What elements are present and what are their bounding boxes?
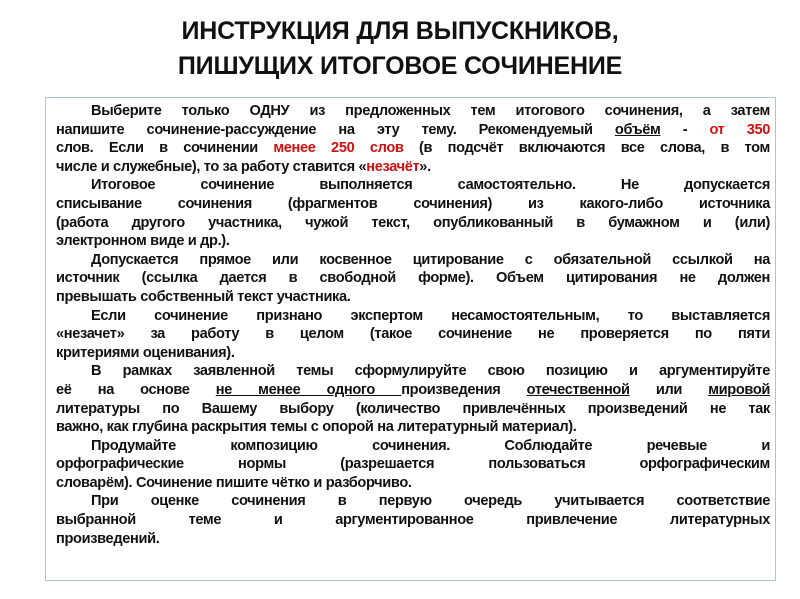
text-line	[56, 176, 770, 195]
title-line: ИНСТРУКЦИЯ ДЛЯ ВЫПУСКНИКОВ,	[181, 17, 619, 45]
text-line	[56, 307, 770, 326]
text-segment: Если сочинение признано экспертом несамостоятельным, то выставляется	[91, 307, 770, 324]
text-segment: слов. Если в сочинении	[56, 140, 274, 157]
text-segment: Допускается прямое или косвенное цитирование с обязательной ссылкой на	[91, 251, 770, 268]
text-line	[56, 102, 770, 121]
underlined-text: объём	[614, 121, 661, 138]
text-segment: Продумайте композицию сочинения. Соблюдайте речевые и	[91, 437, 770, 454]
text-segment: Выберите только ОДНУ из предложенных тем итогового сочинения, а затем	[91, 103, 770, 119]
text-line	[56, 139, 770, 158]
text-segment: произведений.	[56, 530, 160, 547]
text-segment: литературы по Вашему выбору (количество привлечённых произведений не так	[56, 400, 770, 417]
text-line	[56, 251, 770, 270]
text-segment: Итоговое сочинение выполняется самостоятельно. Не допускается	[91, 177, 770, 194]
text-segment: (в подсчёт включаются все слова, в том	[403, 140, 770, 157]
text-line	[56, 400, 770, 419]
title-line: ПИШУЩИХ ИТОГОВОЕ СОЧИНЕНИЕ	[177, 52, 623, 80]
text-line	[56, 325, 770, 344]
text-line	[56, 288, 770, 307]
text-segment: (работа другого участника, чужой текст, опубликованный в бумажном и (или)	[56, 214, 770, 231]
text-segment: произведения	[401, 381, 527, 398]
text-segment: её на основе	[56, 381, 216, 398]
instruction-paragraph	[56, 176, 770, 250]
text-segment: превышать собственный текст участника.	[56, 288, 351, 305]
text-segment: В рамках заявленной темы сформулируйте свою позицию и аргументируйте	[91, 363, 770, 380]
text-segment: ».	[419, 158, 431, 175]
text-line	[56, 121, 770, 140]
page-title	[0, 14, 800, 84]
instruction-paragraph	[56, 307, 770, 363]
text-segment: выбранной теме и аргументированное привлечение литературных	[56, 512, 770, 529]
underlined-text: мировой	[708, 381, 770, 398]
text-line	[56, 362, 770, 381]
text-line	[56, 530, 770, 549]
instructions-text	[56, 102, 770, 548]
text-segment: числе и служебные), то за работу ставится «	[56, 158, 367, 175]
text-line	[56, 492, 770, 511]
highlighted-text: незачёт	[366, 158, 420, 175]
instructions-box	[45, 97, 776, 581]
instruction-paragraph	[56, 492, 770, 548]
text-segment: При оценке сочинения в первую очередь учитывается соответствие	[91, 493, 770, 510]
text-line	[56, 232, 770, 251]
text-line	[56, 437, 770, 456]
text-segment: «незачет» за работу в целом (такое сочинение не проверяется по пяти	[56, 326, 770, 343]
text-segment: списывание сочинения (фрагментов сочинения) из какого-либо источника	[56, 195, 770, 212]
highlighted-text: менее 250 слов	[273, 140, 404, 157]
text-segment: -	[660, 121, 710, 138]
text-line	[56, 158, 770, 177]
underlined-text: отечественной	[526, 381, 630, 398]
text-line	[56, 511, 770, 530]
text-line	[56, 269, 770, 288]
text-segment: словарём). Сочинение пишите чётко и разборчиво.	[56, 474, 412, 491]
text-line	[56, 195, 770, 214]
text-line	[56, 455, 770, 474]
instruction-paragraph	[56, 362, 770, 436]
text-line	[56, 474, 770, 493]
text-line	[56, 344, 770, 363]
instruction-paragraph	[56, 251, 770, 307]
text-segment: орфографические нормы (разрешается пользоваться орфографическим	[56, 456, 770, 473]
text-line	[56, 214, 770, 233]
text-segment: источник (ссылка дается в свободной форме). Объем цитирования не должен	[56, 270, 770, 287]
text-line	[56, 381, 770, 400]
text-segment: критериями оценивания).	[56, 344, 235, 361]
text-segment: важно, как глубина раскрытия темы с опорой на литературный материал).	[56, 419, 577, 436]
instruction-paragraph	[56, 102, 770, 176]
text-segment: или	[629, 381, 709, 398]
text-line	[56, 418, 770, 437]
instruction-paragraph	[56, 437, 770, 493]
underlined-text: не менее одного	[215, 381, 402, 398]
highlighted-text: от 350	[709, 121, 770, 138]
text-segment: электронном виде и др.).	[56, 233, 230, 250]
text-segment: напишите сочинение-рассуждение на эту тему. Рекомендуемый	[56, 121, 615, 138]
